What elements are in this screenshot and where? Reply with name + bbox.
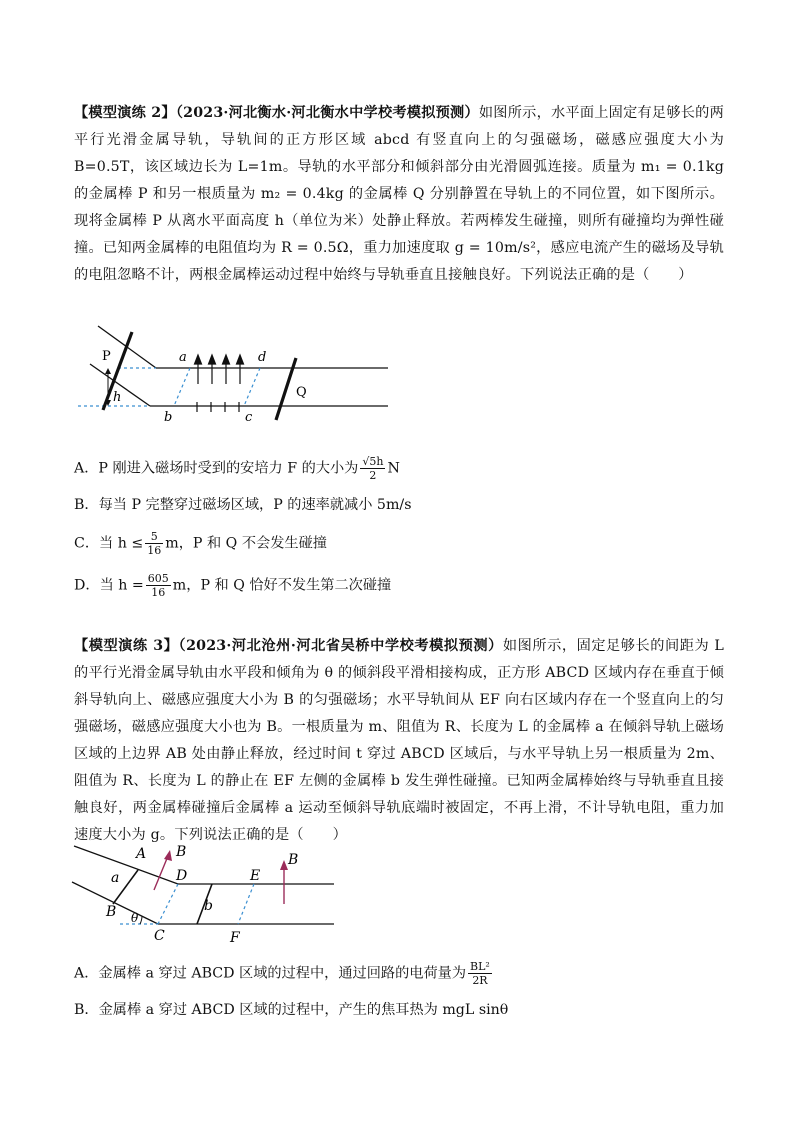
figure-label-b: b	[204, 898, 213, 914]
figure-label-a: a	[179, 350, 187, 365]
fraction: $\frac{\text{BL²}}{2R}$	[470, 960, 490, 987]
question-3-figure	[66, 838, 356, 950]
question-3-option-a: A．金属棒 a 穿过 ABCD 区域的过程中，通过回路的电荷量为 $\frac{\text{BL²}}{2R}$	[74, 960, 490, 987]
question-3-source: （2023·河北沧州·河北省吴桥中学校考模拟预测）	[178, 638, 503, 654]
figure-label-h: h	[113, 390, 122, 405]
figure-label-p: P	[102, 349, 111, 364]
figure-label-C: C	[154, 928, 165, 944]
question-2-text	[74, 100, 724, 289]
question-2-option-b: B．每当 P 完整穿过磁场区域，P 的速率就减小 5m/s	[74, 497, 412, 513]
figure-label-q: Q	[296, 385, 307, 400]
figure-label-c: c	[245, 410, 253, 425]
fraction: $\frac{5}{16}$	[147, 530, 162, 557]
figure-label-theta: θ	[131, 911, 139, 925]
figure-label-D: D	[176, 868, 188, 884]
figure-label-d: d	[258, 350, 267, 365]
question-3-text	[74, 633, 724, 849]
question-2-option-d: D．当 h = $\frac{605}{16}$ m，P 和 Q 恰好不发生第二次碰撞	[74, 572, 392, 599]
figure-label-b: b	[164, 410, 173, 425]
question-2-option-a: A．P 刚进入磁场时受到的安培力 F 的大小为 $\frac{√5h}{2}$ N	[74, 455, 400, 482]
fraction: $\frac{605}{16}$	[147, 572, 169, 599]
question-2-body: 如图所示，水平面上固定有足够长的两平行光滑金属导轨，导轨间的正方形区域 abcd 有竖直向上的匀强磁场，磁感应强度大小为 B=0.5T，该区域边长为 L=1m。导轨的水平部分和倾斜部分由光滑圆弧连接。质量为 m₁ = 0.1kg 的金属棒 P 和另一根质量为 m₂ = 0.4kg 的金属棒 Q 分别静置在导轨上的不同位置，如下图所示。现将金属棒 P 从离水平面高度 h（单位为米）处静止释放。若两棒发生碰撞，则所有碰撞均为弹性碰撞。已知两金属棒的电阻值均为 R = 0.5Ω，重力加速度取 g = 10m/s²，感应电流产生的磁场及导轨的电阻忽略不计，两根金属棒运动过程中始终与导轨垂直且接触良好。下列说法正确的是（ ）	[74, 105, 724, 283]
question-3-tag: 【模型演练 3】	[74, 638, 179, 654]
figure-label-b-horizontal: B	[288, 852, 299, 868]
fraction: $\frac{√5h}{2}$	[362, 455, 384, 482]
figure-label-A: A	[136, 846, 147, 862]
figure-label-F: F	[230, 930, 240, 946]
question-2-figure	[70, 322, 400, 432]
question-2-tag: 【模型演练 2】	[74, 105, 176, 121]
question-3-option-b: B．金属棒 a 穿过 ABCD 区域的过程中，产生的焦耳热为 mgL sinθ	[74, 1002, 509, 1018]
question-2-option-c: C．当 h ≤ $\frac{5}{16}$ m，P 和 Q 不会发生碰撞	[74, 530, 327, 557]
figure-label-E: E	[250, 868, 261, 884]
figure-label-a: a	[111, 870, 120, 886]
figure-label-B: B	[106, 904, 117, 920]
figure-label-b-incline: B	[176, 844, 187, 860]
question-2-source: （2023·河北衡水·河北衡水中学校考模拟预测）	[175, 105, 479, 121]
question-3-body: 如图所示，固定足够长的间距为 L 的平行光滑金属导轨由水平段和倾角为 θ 的倾斜段平滑相接构成，正方形 ABCD 区域内存在垂直于倾斜导轨向上、磁感应强度大小为 B 的匀强磁场；水平导轨间从 EF 向右区域内存在一个竖直向上的匀强磁场，磁感应强度大小也为 B。一根质量为 m、阻值为 R、长度为 L 的金属棒 a 在倾斜导轨上磁场区域的上边界 AB 处由静止释放，经过时间 t 穿过 ABCD 区域后，与水平导轨上另一根质量为 2m、阻值为 R、长度为 L 的静止在 EF 左侧的金属棒 b 发生弹性碰撞。已知两金属棒始终与导轨垂直且接触良好，两金属棒碰撞后金属棒 a 运动至倾斜导轨底端时被固定，不再上滑，不计导轨电阻，重力加速度大小为 g。下列说法正确的是（ ）	[74, 638, 724, 843]
